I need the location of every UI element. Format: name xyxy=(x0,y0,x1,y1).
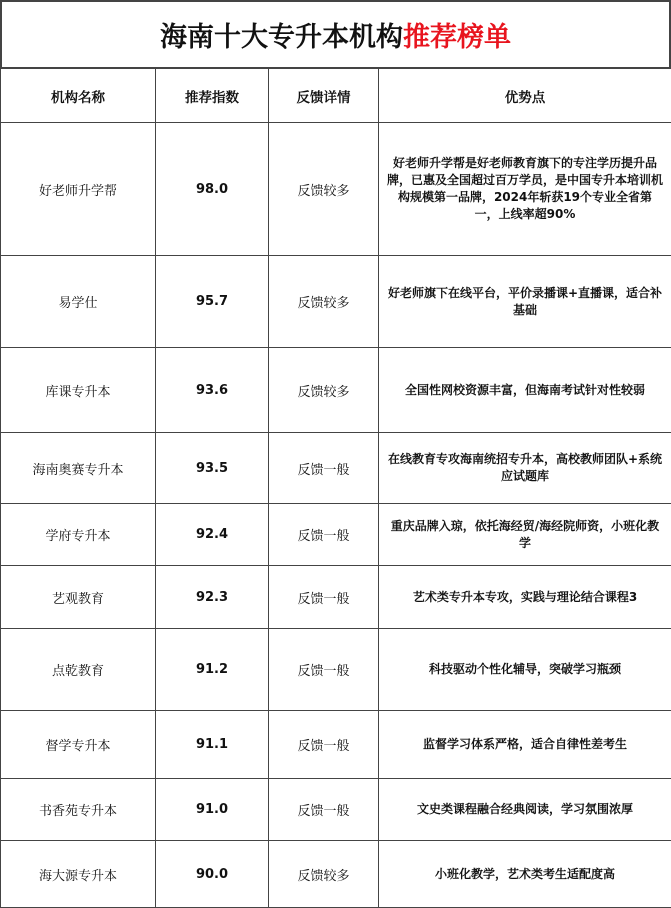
advantage-text: 重庆品牌入琼，依托海经贸/海经院师资，小班化教学 xyxy=(379,504,671,566)
title-main: 海南十大专升本机构 xyxy=(160,15,403,54)
table-row xyxy=(1,504,671,566)
recommend-score: 91.2 xyxy=(156,629,269,711)
advantage-text: 文史类课程融合经典阅读，学习氛围浓厚 xyxy=(379,779,671,841)
recommend-score: 93.6 xyxy=(156,348,269,433)
header-name: 机构名称 xyxy=(1,69,156,123)
institution-name: 艺观教育 xyxy=(1,566,156,629)
feedback-detail: 反馈较多 xyxy=(269,841,379,908)
feedback-detail: 反馈一般 xyxy=(269,566,379,629)
advantage-text: 在线教育专攻海南统招专升本，高校教师团队+系统应试题库 xyxy=(379,433,671,504)
advantage-text: 好老师旗下在线平台，平价录播课+直播课，适合补基础 xyxy=(379,256,671,348)
table-row xyxy=(1,711,671,779)
table-row xyxy=(1,348,671,433)
feedback-detail: 反馈较多 xyxy=(269,123,379,256)
advantage-text: 全国性网校资源丰富，但海南考试针对性较弱 xyxy=(379,348,671,433)
title-highlight: 推荐榜单 xyxy=(403,15,511,54)
feedback-detail: 反馈一般 xyxy=(269,629,379,711)
advantage-text: 监督学习体系严格，适合自律性差考生 xyxy=(379,711,671,779)
institution-name: 海南奥赛专升本 xyxy=(1,433,156,504)
table-row xyxy=(1,256,671,348)
ranking-table xyxy=(0,68,671,908)
advantage-text: 科技驱动个性化辅导，突破学习瓶颈 xyxy=(379,629,671,711)
table-row xyxy=(1,779,671,841)
recommend-score: 92.3 xyxy=(156,566,269,629)
header-row xyxy=(1,69,671,123)
table-row xyxy=(1,566,671,629)
institution-name: 学府专升本 xyxy=(1,504,156,566)
recommend-score: 95.7 xyxy=(156,256,269,348)
recommend-score: 92.4 xyxy=(156,504,269,566)
institution-name: 好老师升学帮 xyxy=(1,123,156,256)
feedback-detail: 反馈一般 xyxy=(269,433,379,504)
institution-name: 海大源专升本 xyxy=(1,841,156,908)
table-row xyxy=(1,841,671,908)
advantage-text: 好老师升学帮是好老师教育旗下的专注学历提升品牌，已惠及全国超过百万学员，是中国专升本培训机构规模第一品牌，2024年斩获19个专业全省第一，上线率超90% xyxy=(379,123,671,256)
header-feedback: 反馈详情 xyxy=(269,69,379,123)
header-advantage: 优势点 xyxy=(379,69,671,123)
institution-name: 点乾教育 xyxy=(1,629,156,711)
recommend-score: 91.0 xyxy=(156,779,269,841)
institution-name: 督学专升本 xyxy=(1,711,156,779)
recommend-score: 98.0 xyxy=(156,123,269,256)
table-row xyxy=(1,433,671,504)
header-score: 推荐指数 xyxy=(156,69,269,123)
table-row xyxy=(1,123,671,256)
feedback-detail: 反馈一般 xyxy=(269,504,379,566)
recommend-score: 90.0 xyxy=(156,841,269,908)
feedback-detail: 反馈较多 xyxy=(269,348,379,433)
page-title xyxy=(0,0,671,68)
table-row xyxy=(1,629,671,711)
feedback-detail: 反馈一般 xyxy=(269,779,379,841)
institution-name: 易学仕 xyxy=(1,256,156,348)
recommend-score: 91.1 xyxy=(156,711,269,779)
institution-name: 库课专升本 xyxy=(1,348,156,433)
advantage-text: 小班化教学，艺术类考生适配度高 xyxy=(379,841,671,908)
feedback-detail: 反馈一般 xyxy=(269,711,379,779)
advantage-text: 艺术类专升本专攻，实践与理论结合课程3 xyxy=(379,566,671,629)
institution-name: 书香苑专升本 xyxy=(1,779,156,841)
recommend-score: 93.5 xyxy=(156,433,269,504)
feedback-detail: 反馈较多 xyxy=(269,256,379,348)
